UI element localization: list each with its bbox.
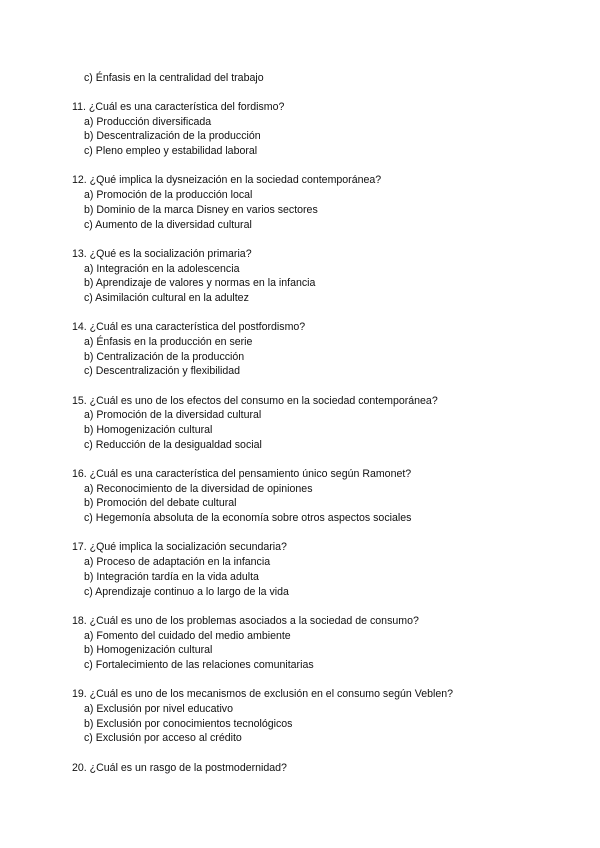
- question-text: 14. ¿Cuál es una característica del postfordismo?: [72, 321, 306, 334]
- option-list: [72, 335, 572, 379]
- option-c: c) Fortalecimiento de las relaciones comunitarias: [84, 658, 314, 671]
- question-text: 15. ¿Cuál es uno de los efectos del consumo en la sociedad contemporánea?: [72, 394, 438, 407]
- question-20: [72, 761, 572, 776]
- question-list: [72, 100, 572, 790]
- option-a: a) Producción diversificada: [84, 115, 212, 128]
- option-b: b) Integración tardía en la vida adulta: [84, 570, 259, 583]
- question-text: 20. ¿Cuál es un rasgo de la postmodernidad?: [72, 761, 287, 774]
- question-text: 11. ¿Cuál es una característica del fordismo?: [72, 101, 285, 113]
- question-text: 13. ¿Qué es la socialización primaria?: [72, 247, 252, 260]
- question-text: 16. ¿Cuál es una característica del pensamiento único según Ramonet?: [72, 468, 412, 481]
- question-text: 17. ¿Qué implica la socialización secundaria?: [72, 541, 287, 554]
- option-c: c) Reducción de la desigualdad social: [84, 438, 262, 451]
- option-a: a) Integración en la adolescencia: [84, 262, 240, 275]
- option-list: [72, 188, 572, 232]
- option-c: c) Asimilación cultural en la adultez: [84, 291, 249, 304]
- option-a: a) Promoción de la diversidad cultural: [84, 409, 262, 422]
- option-b: b) Descentralización de la producción: [84, 130, 261, 143]
- option-b: b) Exclusión por conocimientos tecnológicos: [84, 717, 293, 730]
- carried-over-option: c) Énfasis en la centralidad del trabajo: [84, 72, 264, 84]
- option-list: [72, 555, 572, 599]
- question-11: [72, 100, 572, 159]
- option-c: c) Aumento de la diversidad cultural: [84, 218, 252, 231]
- option-list: [72, 262, 572, 306]
- option-a: a) Exclusión por nivel educativo: [84, 702, 233, 715]
- option-a: a) Fomento del cuidado del medio ambiente: [84, 629, 291, 642]
- question-text: 12. ¿Qué implica la dysneización en la sociedad contemporánea?: [72, 174, 382, 187]
- option-a: a) Proceso de adaptación en la infancia: [84, 556, 271, 569]
- option-b: b) Centralización de la producción: [84, 350, 245, 363]
- question-14: [72, 320, 572, 379]
- option-b: b) Homogenización cultural: [84, 644, 213, 657]
- question-16: [72, 467, 572, 526]
- option-list: [72, 408, 572, 452]
- question-12: [72, 173, 572, 232]
- question-18: [72, 614, 572, 673]
- question-text: 19. ¿Cuál es uno de los mecanismos de exclusión en el consumo según Veblen?: [72, 688, 454, 701]
- option-list: [72, 702, 572, 746]
- option-a: a) Promoción de la producción local: [84, 189, 253, 202]
- question-13: [72, 247, 572, 306]
- option-c: c) Aprendizaje continuo a lo largo de la vida: [84, 585, 289, 598]
- option-a: a) Reconocimiento de la diversidad de opiniones: [84, 482, 313, 495]
- question-15: [72, 394, 572, 453]
- question-text: 18. ¿Cuál es uno de los problemas asociados a la sociedad de consumo?: [72, 614, 419, 627]
- option-list: [72, 482, 572, 526]
- option-b: b) Promoción del debate cultural: [84, 497, 237, 510]
- question-17: [72, 540, 572, 599]
- option-c: c) Hegemonía absoluta de la economía sobre otros aspectos sociales: [84, 512, 412, 525]
- option-c: c) Pleno empleo y estabilidad laboral: [84, 145, 258, 158]
- option-a: a) Énfasis en la producción en serie: [84, 335, 253, 348]
- option-b: b) Homogenización cultural: [84, 424, 213, 437]
- option-b: b) Dominio de la marca Disney en varios sectores: [84, 203, 318, 216]
- option-list: [72, 115, 572, 159]
- option-list: [72, 629, 572, 673]
- option-b: b) Aprendizaje de valores y normas en la infancia: [84, 277, 316, 290]
- question-19: [72, 687, 572, 746]
- option-c: c) Exclusión por acceso al crédito: [84, 732, 242, 745]
- option-c: c) Descentralización y flexibilidad: [84, 365, 241, 378]
